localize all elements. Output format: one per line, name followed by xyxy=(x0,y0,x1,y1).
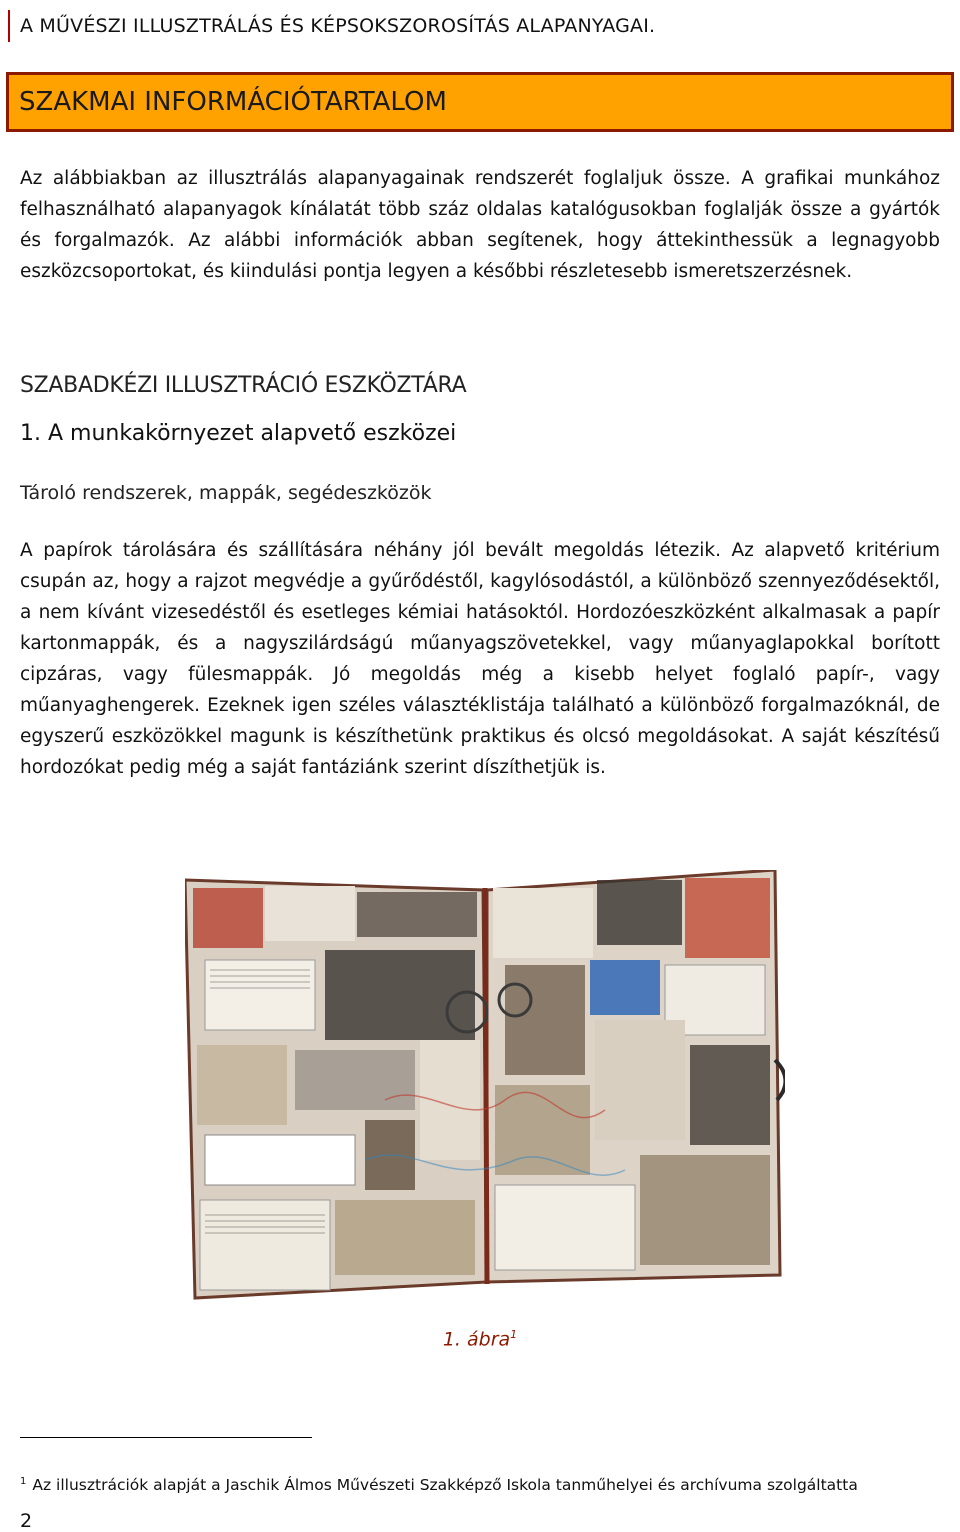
footnote-separator xyxy=(20,1437,312,1438)
running-header: A MŰVÉSZI ILLUSZTRÁLÁS ÉS KÉPSOKSZOROSÍTÁS ALAPANYAGAI. xyxy=(8,10,948,42)
intro-paragraph: Az alábbiakban az illusztrálás alapanyagainak rendszerét foglaljuk össze. A grafikai munkához felhasználható alapanyagok kínálatát több száz oldalas katalógusokban foglalják össze a gyártók és forgalmazók. Az alábbi információk abban segítenek, hogy áttekinthessük a legnagyobb eszközcsoportokat, és kiindulási pontja legyen a későbbi részletesebb ismeretszerzésnek. xyxy=(20,168,940,282)
footnote-marker: 1 xyxy=(20,1476,27,1487)
page-number: 2 xyxy=(20,1510,33,1532)
footnote xyxy=(20,1476,858,1494)
caption-footnote-ref[interactable]: 1 xyxy=(510,1328,518,1341)
body-paragraph: A papírok tárolására és szállítására néhány jól bevált megoldás létezik. Az alapvető kritérium csupán az, hogy a rajzot megvédje a gyűrődéstől, kagylósodástól, a különböző szennyeződésektől, a nem kívánt vizesedéstől és esetleges kémiai hatásoktól. Hordozóeszközként alkalmasak a papír kartonmappák, és a nagyszilárdságú műanyagszövetekkel, vagy műanyaglapokkal borított cipzáras, vagy fülesmappák. Jó megoldás még a kisebb helyet foglaló papír-, vagy műanyaghengerek. Ezeknek igen széles választéklistája található a különböző forgalmazóknál, de egyszerű eszközökkel magunk is készíthetünk praktikus és olcsó megoldásokat. A saját készítésű hordozókat pedig még a saját fantáziánk szerint díszíthetjük is. xyxy=(20,540,940,778)
collage-portfolio-image xyxy=(185,870,785,1305)
numbered-heading: 1. A munkakörnyezet alapvető eszközei xyxy=(20,421,457,446)
section-title: SZAKMAI INFORMÁCIÓTARTALOM xyxy=(6,72,954,132)
figure-caption xyxy=(0,1328,960,1350)
sub-heading: Tároló rendszerek, mappák, segédeszközök xyxy=(20,482,432,504)
main-heading: SZABADKÉZI ILLUSZTRÁCIÓ ESZKÖZTÁRA xyxy=(20,373,467,398)
caption-text: 1. ábra xyxy=(442,1328,511,1351)
footnote-text: Az illusztrációk alapját a Jaschik Álmos Művészeti Szakképző Iskola tanműhelyei és archívuma szolgáltatta xyxy=(32,1476,858,1495)
